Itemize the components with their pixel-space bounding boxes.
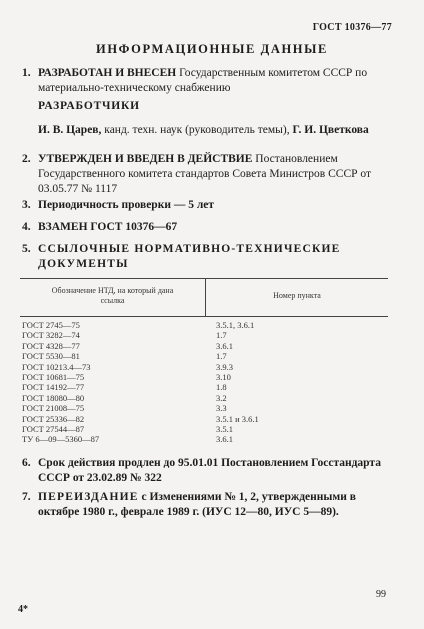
table-top-rule <box>20 278 388 279</box>
item-number: 1. <box>22 67 31 79</box>
item-lead: ПЕРЕИЗДАНИЕ <box>38 491 139 503</box>
item-text: с Изменениями № 1, 2, утвержденными в октябре 1980 г., феврале 1989 г. (ИУС 12—80, ИУС 5—89). <box>38 491 356 518</box>
item-number: 4. <box>22 221 31 233</box>
table-cell-clause: 3.5.1 <box>216 423 233 434</box>
info-item-7 <box>22 490 394 520</box>
item-lead: ВЗАМЕН ГОСТ 10376—67 <box>38 221 178 233</box>
document-column <box>22 320 99 445</box>
table-cell-clause: 3.3 <box>216 403 227 414</box>
page-number: 99 <box>376 589 386 600</box>
table-cell-document: ГОСТ 4328—77 <box>22 340 80 351</box>
info-item-1 <box>22 66 394 96</box>
developers-heading: РАЗРАБОТЧИКИ <box>38 100 140 112</box>
table-cell-clause: 3.2 <box>216 392 227 403</box>
item-text: Государственным комитетом СССР по материально-техническому снабжению <box>38 67 368 94</box>
table-cell-clause: 3.6.1 <box>216 340 233 351</box>
developer-lead: И. В. Царев, <box>38 124 102 136</box>
table-cell-document: ГОСТ 10213.4—73 <box>22 361 91 372</box>
table-cell-document: ГОСТ 5530—81 <box>22 351 80 362</box>
table-cell-document: ГОСТ 2745—75 <box>22 320 80 330</box>
developer-credentials: канд. техн. наук (руководитель темы), <box>104 124 290 136</box>
table-cell-clause: 3.5.1, 3.6.1 <box>216 320 255 330</box>
developer-second: Г. И. Цветкова <box>292 124 369 136</box>
item-lead: РАЗРАБОТАН И ВНЕСЕН <box>38 67 177 79</box>
table-cell-document: ГОСТ 3282—74 <box>22 330 80 341</box>
info-item-5 <box>22 242 394 272</box>
clause-column <box>216 320 259 445</box>
table-cell-document: ГОСТ 21008—75 <box>22 403 85 414</box>
info-item-3 <box>22 198 394 213</box>
references-table <box>20 278 388 445</box>
info-item-4 <box>22 220 394 235</box>
table-cell-document: ГОСТ 10681—75 <box>22 371 85 382</box>
item-number: 3. <box>22 199 31 211</box>
table-header-rule <box>20 316 388 317</box>
standard-header: ГОСТ 10376—77 <box>312 22 392 33</box>
footer-mark: 4* <box>18 604 28 615</box>
item-lead: ССЫЛОЧНЫЕ НОРМАТИВНО-ТЕХНИЧЕСКИЕ ДОКУМЕНТЫ <box>38 243 341 270</box>
developers-text <box>38 123 394 138</box>
item-text: Постановлением Государственного комитета стандартов Совета Министров СССР от 03.05.77 № 1117 <box>38 153 372 195</box>
table-cell-document: ГОСТ 14192—77 <box>22 382 85 393</box>
table-cell-clause: 1.8 <box>216 382 227 393</box>
table-cell-clause: 3.5.1 и 3.6.1 <box>216 413 259 424</box>
table-cell-document: ГОСТ 18080—80 <box>22 392 85 403</box>
item-lead: УТВЕРЖДЕН И ВВЕДЕН В ДЕЙСТВИЕ <box>38 153 253 165</box>
info-item-6 <box>22 456 394 486</box>
column-header-document: Обозначение НТД, на который дана ссылка <box>51 286 174 305</box>
table-cell-clause: 1.7 <box>216 351 227 362</box>
info-item-2 <box>22 152 394 197</box>
item-number: 6. <box>22 457 31 469</box>
table-cell-document: ГОСТ 25336—82 <box>22 413 85 424</box>
item-number: 7. <box>22 491 31 503</box>
table-cell-clause: 3.10 <box>216 371 231 382</box>
item-number: 2. <box>22 153 31 165</box>
item-text: Срок действия продлен до 95.01.01 Постановлением Госстандарта СССР от 23.02.89 № 322 <box>38 457 381 484</box>
item-text: Периодичность проверки — 5 лет <box>38 199 215 211</box>
table-cell-document: ТУ 6—09—5360—87 <box>22 434 100 445</box>
item-number: 5. <box>22 243 31 255</box>
table-cell-clause: 1.7 <box>216 330 227 341</box>
table-cell-clause: 3.9.3 <box>216 361 233 372</box>
column-header-clause: Номер пункта <box>273 291 321 300</box>
table-cell-clause: 3.6.1 <box>216 434 233 445</box>
table-cell-document: ГОСТ 27544—87 <box>22 423 85 434</box>
page-title: ИНФОРМАЦИОННЫЕ ДАННЫЕ <box>96 42 328 56</box>
